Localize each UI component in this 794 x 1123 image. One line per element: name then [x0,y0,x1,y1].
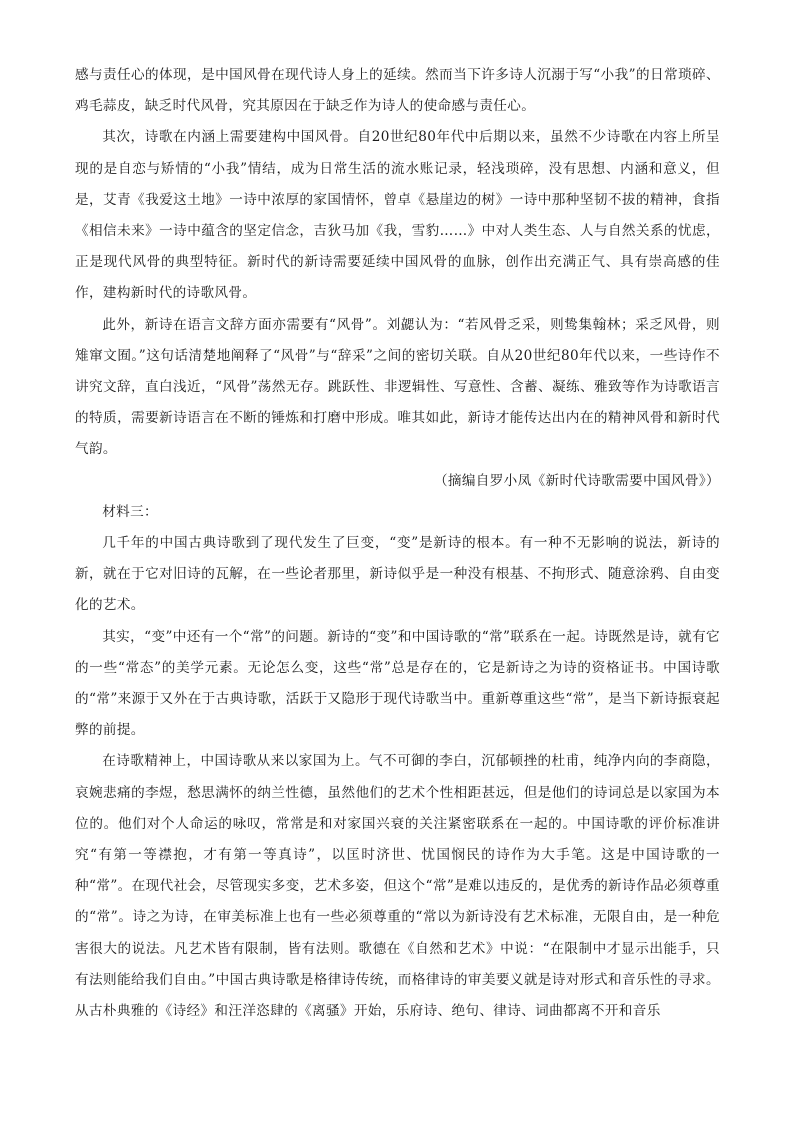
document-page [75,60,720,1027]
paragraph-change: 几千年的中国古典诗歌到了现代发生了巨变，“变”是新诗的根本。有一种不无影响的说法，新诗的新，就在于它对旧诗的瓦解，在一些论者那里，新诗似乎是一种没有根基、不拘形式、随意涂鸦、自由变化的艺术。 [75,535,720,614]
section-heading-material-3: 材料三： [102,503,158,520]
paragraph-connotation: 其次，诗歌在内涵上需要建构中国风骨。自20世纪80年代中后期以来，虽然不少诗歌在内容上所呈现的是自恋与矫情的“小我”情结，成为日常生活的流水账记录，轻浅琐碎，没有思想、内涵和意义，但是，艾青《我爱这土地》一诗中浓厚的家国情怀，曾卓《悬崖边的树》一诗中那种坚韧不拔的精神，食指《相信未来》一诗中蕴含的坚定信念，吉狄马加《我，雪豹……》中对人类生态、人与自然关系的忧虑，正是现代风骨的典型特征。新时代的新诗需要延续中国风骨的血脉，创作出充满正气、具有崇高感的佳作，建构新时代的诗歌风骨。 [75,129,720,302]
paragraph-language: 此外，新诗在语言文辞方面亦需要有“风骨”。刘勰认为：“若风骨乏采，则鸷集翰林；采乏风骨，则雉窜文囿。”这句话清楚地阐释了“风骨”与“辞采”之间的密切关联。自从20世纪80年代以来，一些诗作不讲究文辞，直白浅近，“风骨”荡然无存。跳跃性、非逻辑性、写意性、含蓄、凝练、雅致等作为诗歌语言的特质，需要新诗语言在不断的锤炼和打磨中形成。唯其如此，新诗才能传达出内在的精神风骨和新时代气韵。 [75,316,720,458]
source-citation: （摘编自罗小凤《新时代诗歌需要中国风骨》） [433,472,720,489]
paragraph-constant: 其实，“变”中还有一个“常”的问题。新诗的“变”和中国诗歌的“常”联系在一起。诗既然是诗，就有它的一些“常态”的美学元素。无论怎么变，这些“常”总是存在的，它是新诗之为诗的资格证书。中国诗歌的“常”来源于又外在于古典诗歌，活跃于又隐形于现代诗歌当中。重新尊重这些“常”，是当下新诗振衰起弊的前提。 [75,628,720,739]
paragraph-continuation: 感与责任心的体现，是中国风骨在现代诗人身上的延续。然而当下许多诗人沉溺于写“小我”的日常琐碎、鸡毛蒜皮，缺乏时代风骨，究其原因在于缺乏作为诗人的使命感与责任心。 [75,67,720,115]
paragraph-spirit: 在诗歌精神上，中国诗歌从来以家国为上。气不可御的李白，沉郁顿挫的杜甫，纯净内向的李商隐，哀婉悲痛的李煜，愁思满怀的纳兰性德，虽然他们的艺术个性相距甚远，但是他们的诗词总是以家国为本位的。他们对个人命运的咏叹，常常是和对家国兴衰的关注紧密联系在一起的。中国诗歌的评价标准讲究“有第一等襟抱，才有第一等真诗”，以匡时济世、忧国悯民的诗作为大手笔。这是中国诗歌的一种“常”。在现代社会，尽管现实多变，艺术多姿，但这个“常”是难以违反的，是优秀的新诗作品必须尊重的“常”。诗之为诗，在审美标准上也有一些必须尊重的“常以为新诗没有艺术标准，无限自由，是一种危害很大的说法。凡艺术皆有限制，皆有法则。歌德在《自然和艺术》中说：“在限制中才显示出能手，只有法则能给我们自由。”中国古典诗歌是格律诗传统，而格律诗的审美要义就是诗对形式和音乐性的寻求。从古朴典雅的《诗经》和汪洋恣肆的《离骚》开始，乐府诗、绝句、律诗、词曲都离不开和音乐 [75,753,720,1020]
